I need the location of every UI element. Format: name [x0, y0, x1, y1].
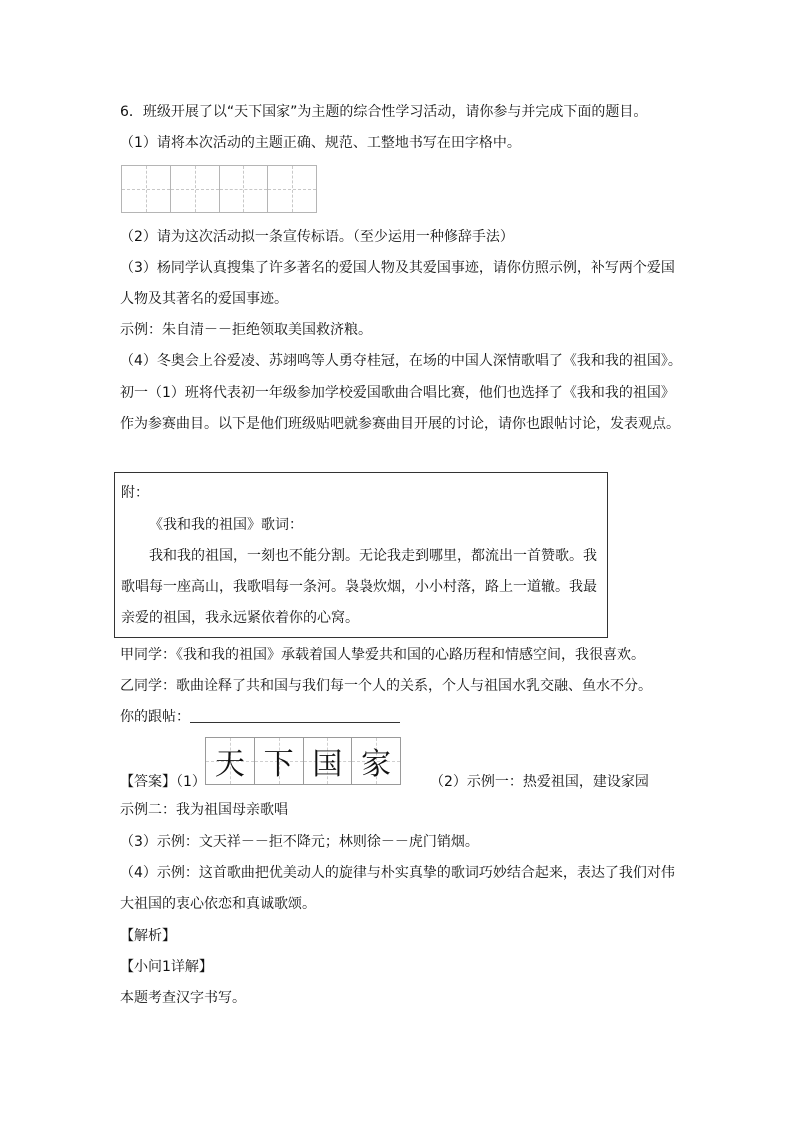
tianzige-cell[interactable] [220, 166, 269, 212]
tianzige-grid[interactable] [121, 165, 317, 213]
answer-label: 【答案】（1） [120, 774, 206, 790]
answer-char-cell [255, 738, 304, 784]
tianzige-cell[interactable] [268, 166, 316, 212]
answer-char-cell [352, 738, 400, 784]
question-3-line-1: （3）杨同学认真搜集了许多著名的爱国人物及其爱国事迹，请你仿照示例，补写两个爱国 [120, 260, 675, 276]
song-title: 《我和我的祖国》歌词： [149, 517, 303, 533]
analysis-text: 本题考查汉字书写。 [120, 990, 246, 1006]
question-title: 6．班级开展了以“天下国家”为主题的综合性学习活动，请你参与并完成下面的题目。 [120, 104, 648, 120]
answer-4-line-2: 大祖国的衷心依恋和真诚歌颂。 [120, 896, 316, 912]
answer-2-example-2: 示例二：我为祖国母亲歌唱 [120, 802, 288, 818]
answer-char-cell [206, 738, 255, 784]
answer-2: （2）示例一：热爱祖国，建设家园 [430, 774, 649, 790]
lyrics-line-3: 亲爱的祖国，我永远紧依着你的心窝。 [121, 610, 359, 626]
reply-label: 你的跟帖： [120, 709, 190, 725]
question-4-line-1: （4）冬奥会上谷爱凌、苏翊鸣等人勇夺桂冠，在场的中国人深情歌唱了《我和我的祖国》。 [120, 353, 682, 369]
reply-blank[interactable] [190, 722, 400, 723]
question-3-example: 示例：朱自清－－拒绝领取美国救济粮。 [120, 322, 372, 338]
appendix-box [114, 472, 608, 638]
answer-3: （3）示例：文天祥－－拒不降元；林则徐－－虎门销烟。 [120, 834, 479, 850]
analysis-sub-label: 【小问1详解】 [120, 959, 213, 975]
analysis-label: 【解析】 [120, 928, 176, 944]
answer-char: 天 [214, 747, 245, 782]
tianzige-cell[interactable] [122, 166, 171, 212]
answer-char: 下 [263, 747, 294, 782]
answer-char: 国 [312, 747, 343, 782]
answer-4-line-1: （4）示例：这首歌曲把优美动人的旋律与朴实真挚的歌词巧妙结合起来，表达了我们对伟 [120, 865, 675, 881]
answer-tianzige-grid [205, 737, 401, 785]
question-2: （2）请为这次活动拟一条宣传标语。（至少运用一种修辞手法） [120, 229, 514, 245]
lyrics-line-1: 我和我的祖国，一刻也不能分割。无论我走到哪里，都流出一首赞歌。我 [149, 548, 597, 564]
answer-char-cell [304, 738, 353, 784]
question-3-line-2: 人物及其著名的爱国事迹。 [120, 291, 288, 307]
student-b-comment: 乙同学：歌曲诠释了共和国与我们每一个人的关系，个人与祖国水乳交融、鱼水不分。 [120, 678, 652, 694]
appendix-label: 附： [121, 485, 149, 501]
question-4-line-3: 作为参赛曲目。以下是他们班级贴吧就参赛曲目开展的讨论，请你也跟帖讨论，发表观点。 [120, 416, 680, 432]
question-1: （1）请将本次活动的主题正确、规范、工整地书写在田字格中。 [120, 135, 521, 151]
student-a-comment: 甲同学：《我和我的祖国》承载着国人挚爱共和国的心路历程和情感空间，我很喜欢。 [120, 647, 645, 663]
question-4-line-2: 初一（1）班将代表初一年级参加学校爱国歌曲合唱比赛，他们也选择了《我和我的祖国》 [120, 385, 675, 401]
answer-char: 家 [361, 747, 392, 782]
lyrics-line-2: 歌唱每一座高山，我歌唱每一条河。袅袅炊烟，小小村落，路上一道辙。我最 [121, 579, 597, 595]
tianzige-cell[interactable] [171, 166, 220, 212]
